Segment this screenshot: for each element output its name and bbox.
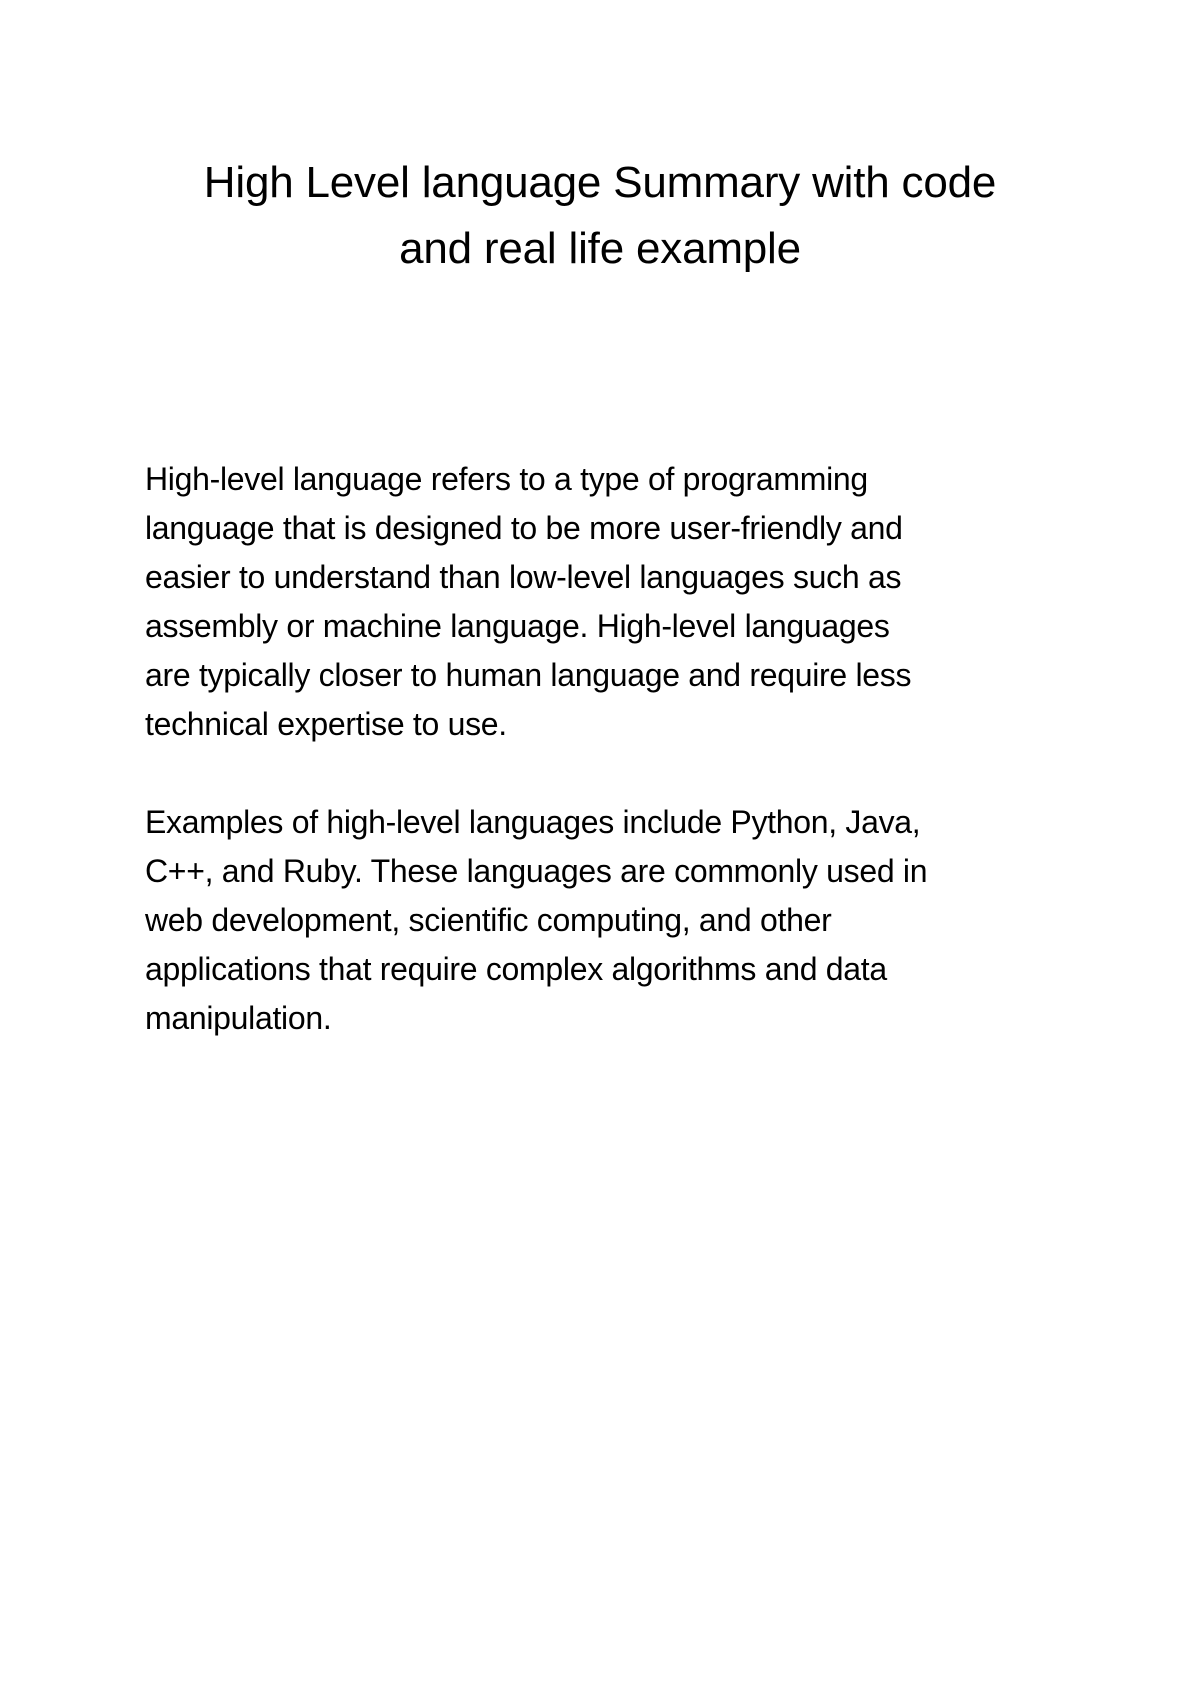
paragraph-line: Examples of high-level languages include Python, Java, <box>145 804 921 840</box>
title-line-1: High Level language Summary with code <box>203 158 997 207</box>
body-text <box>145 455 1065 1092</box>
paragraph-line: easier to understand than low-level languages such as <box>145 559 902 595</box>
paragraph-line: are typically closer to human language and require less <box>145 657 912 693</box>
paragraph-line: manipulation. <box>145 1000 332 1036</box>
paragraph-line: C++, and Ruby. These languages are commonly used in <box>145 853 928 889</box>
paragraph-line: assembly or machine language. High-level languages <box>145 608 890 644</box>
title-line-2: and real life example <box>399 224 801 273</box>
paragraph-examples <box>145 798 1065 1043</box>
paragraph-line: applications that require complex algorithms and data <box>145 951 887 987</box>
paragraph-definition <box>145 455 1065 749</box>
paragraph-line: language that is designed to be more user-friendly and <box>145 510 903 546</box>
page-title <box>130 150 1070 282</box>
paragraph-line: High-level language refers to a type of programming <box>145 461 868 497</box>
paragraph-line: web development, scientific computing, and other <box>145 902 832 938</box>
paragraph-line: technical expertise to use. <box>145 706 507 742</box>
